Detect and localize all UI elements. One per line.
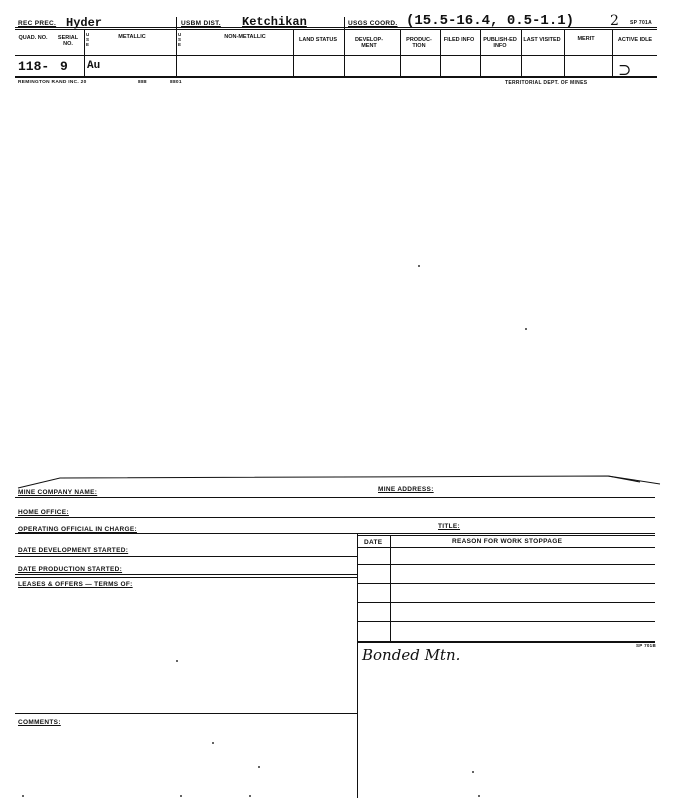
record-metallic: Au	[87, 60, 101, 72]
printer-code-1: 888	[138, 80, 147, 85]
date-col-header: DATE	[364, 539, 383, 546]
comments-label: COMMENTS:	[18, 719, 61, 726]
reason-col-header: REASON FOR WORK STOPPAGE	[452, 538, 563, 545]
record-active-mark: ⊃	[618, 60, 632, 79]
date-production-started-label: DATE PRODUCTION STARTED:	[18, 566, 123, 573]
usbm-dist-label: USBM DIST.	[181, 20, 221, 27]
usgs-coord-label: USGS COORD.	[348, 20, 398, 27]
col-active-idle: ACTIVE IDLE	[617, 37, 653, 43]
rec-prec-label: REC PREC.	[18, 20, 57, 27]
rec-prec-value: Hyder	[66, 16, 103, 30]
col-metallic: METALLIC	[118, 34, 146, 40]
home-office-label: HOME OFFICE:	[18, 509, 69, 516]
col-use-nonmetallic: U S E	[178, 32, 182, 47]
mine-company-name-label: MINE COMPANY NAME:	[18, 489, 98, 496]
col-filed-info: FILED INFO	[443, 37, 475, 43]
form-code: SP 701A	[630, 20, 653, 26]
col-use-metallic: U S E	[86, 32, 90, 47]
form-code-2: SP 701B	[636, 643, 657, 648]
usgs-coord-value: (15.5-16.4, 0.5-1.1)	[406, 13, 575, 29]
card-fold-line	[0, 470, 678, 492]
agency-name: TERRITORIAL DEPT. OF MINES	[505, 80, 588, 86]
usbm-dist-value: Ketchikan	[242, 15, 307, 29]
col-last-visited: LAST VISITED	[523, 37, 561, 43]
col-merit: MERIT	[577, 36, 595, 42]
col-quad-no: QUAD. NO.	[18, 35, 48, 41]
record-serial: 9	[60, 59, 68, 74]
mine-address-label: MINE ADDRESS:	[378, 486, 434, 493]
col-published-info: PUBLISH-ED INFO	[483, 37, 517, 49]
operating-official-label: OPERATING OFFICIAL IN CHARGE:	[18, 526, 137, 533]
leases-offers-label: LEASES & OFFERS — TERMS OF:	[18, 581, 133, 588]
col-production: PRODUC-TION	[406, 37, 432, 49]
page-mark: 2	[610, 13, 619, 29]
date-development-started-label: DATE DEVELOPMENT STARTED:	[18, 547, 129, 554]
title-label: TITLE:	[438, 523, 461, 530]
printer-credit: REMINGTON RAND INC. 20	[18, 80, 87, 85]
record-quad: 118-	[18, 59, 50, 74]
col-land-status: LAND STATUS	[299, 37, 337, 43]
printer-code-2: 8801	[170, 80, 182, 85]
col-serial-no: SERIAL NO.	[57, 35, 79, 47]
handwritten-note: Bonded Mtn.	[362, 646, 461, 664]
col-development: DEVELOP-MENT	[354, 37, 384, 49]
col-non-metallic: NON-METALLIC	[224, 34, 266, 40]
